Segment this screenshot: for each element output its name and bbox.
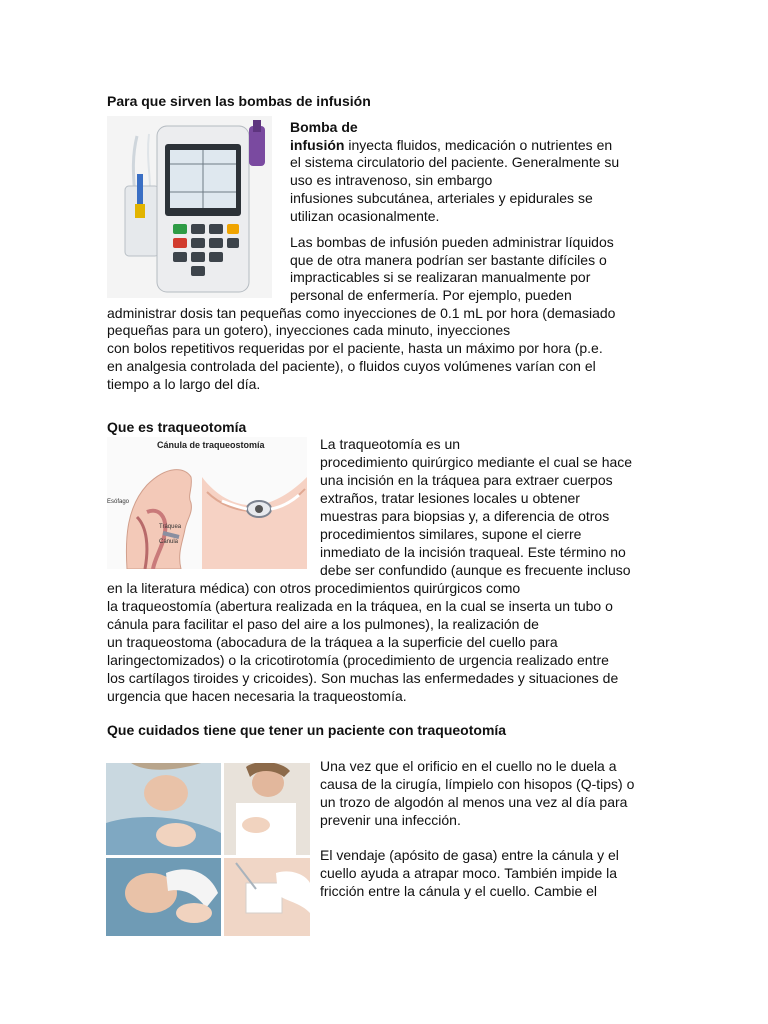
text-line: la traqueostomía (abertura realizada en la tráquea, en la cual se inserta un tubo o [107, 598, 613, 614]
section-heading-patient-care: Que cuidados tiene que tener un paciente con traqueotomía [107, 722, 507, 738]
text-bold: infusión [290, 137, 345, 153]
text-line: El vendaje (apósito de gasa) entre la cánula y el [320, 847, 619, 863]
text-line: impracticables si se realizaran manualmente por [290, 269, 591, 285]
text-line: fricción entre la cánula y el cuello. Cambie el [320, 883, 598, 899]
text-line: personal de enfermería. Por ejemplo, pueden [290, 287, 572, 303]
text-line: extraños, tratar lesiones locales u obtener [320, 490, 580, 506]
text-line: Una vez que el orificio en el cuello no le duela a [320, 758, 617, 774]
label-traquea: Tráquea [159, 524, 182, 530]
text-line [290, 136, 612, 154]
section-heading-infusion-pumps: Para que sirven las bombas de infusión [107, 93, 371, 109]
patient-care-photo-collage [106, 763, 310, 936]
infusion-pump-image [107, 116, 272, 298]
text-line: cánula para facilitar el paso del aire a los pulmones), la realización de [107, 616, 539, 632]
text-line: muestras para biopsias y, a diferencia de otros [320, 508, 610, 524]
text-line: Las bombas de infusión pueden administrar líquidos [290, 234, 614, 250]
text-line: causa de la cirugía, límpielo con hisopos (Q-tips) o [320, 776, 635, 792]
diagram-title: Cánula de traqueostomía [157, 440, 265, 450]
text-line: una incisión en la tráquea para extraer cuerpos [320, 472, 613, 488]
text-line: inmediato de la incisión traqueal. Este término no [320, 544, 626, 560]
text-span: inyecta fluidos, medicación o nutrientes en [344, 137, 613, 153]
text-line: La traqueotomía es un [320, 436, 461, 452]
label-canula: Cánula [159, 539, 179, 545]
label-esofago: Esófago [107, 499, 130, 505]
text-line: un traqueostoma (abocadura de la tráquea a la superficie del cuello para [107, 634, 558, 650]
text-line: uso es intravenoso, sin embargo [290, 172, 493, 188]
text-line: con bolos repetitivos requeridas por el paciente, hasta un máximo por hora (p.e. [107, 340, 603, 356]
text-line: prevenir una infección. [320, 812, 461, 828]
tracheostomy-diagram-image [107, 437, 307, 569]
section-heading-tracheotomy: Que es traqueotomía [107, 419, 247, 435]
text-line: urgencia que hacen necesaria la traqueostomía. [107, 688, 407, 704]
text-line: un trozo de algodón al menos una vez al día para [320, 794, 628, 810]
text-line: debe ser confundido (aunque es frecuente incluso [320, 562, 631, 578]
text-line: infusiones subcutánea, arteriales y epidurales se [290, 190, 593, 206]
text-line: procedimiento quirúrgico mediante el cual se hace [320, 454, 633, 470]
text-line: pequeñas para un gotero), inyecciones cada minuto, inyecciones [107, 322, 511, 338]
text-line: administrar dosis tan pequeñas como inyecciones de 0.1 mL por hora (demasiado [107, 305, 616, 321]
text-line: tiempo a lo largo del día. [107, 376, 261, 392]
text-line: en analgesia controlada del paciente), o fluidos cuyos volúmenes varían con el [107, 358, 596, 374]
text-line: el sistema circulatorio del paciente. Generalmente su [290, 154, 620, 170]
text-line: los cartílagos tiroides y cricoides). Son muchas las enfermedades y situaciones de [107, 670, 619, 686]
text-line: cuello ayuda a atrapar moco. También impide la [320, 865, 618, 881]
text-line: en la literatura médica) con otros procedimientos quirúrgicos como [107, 580, 521, 596]
text-line: procedimientos similares, supone el cierre [320, 526, 582, 542]
text-line: que de otra manera podrían ser bastante difíciles o [290, 252, 607, 268]
text-line: utilizan ocasionalmente. [290, 208, 440, 224]
text-line: laringectomizados) o la cricotirotomía (procedimiento de urgencia realizado entre [107, 652, 609, 668]
text-line: Bomba de [290, 119, 358, 135]
